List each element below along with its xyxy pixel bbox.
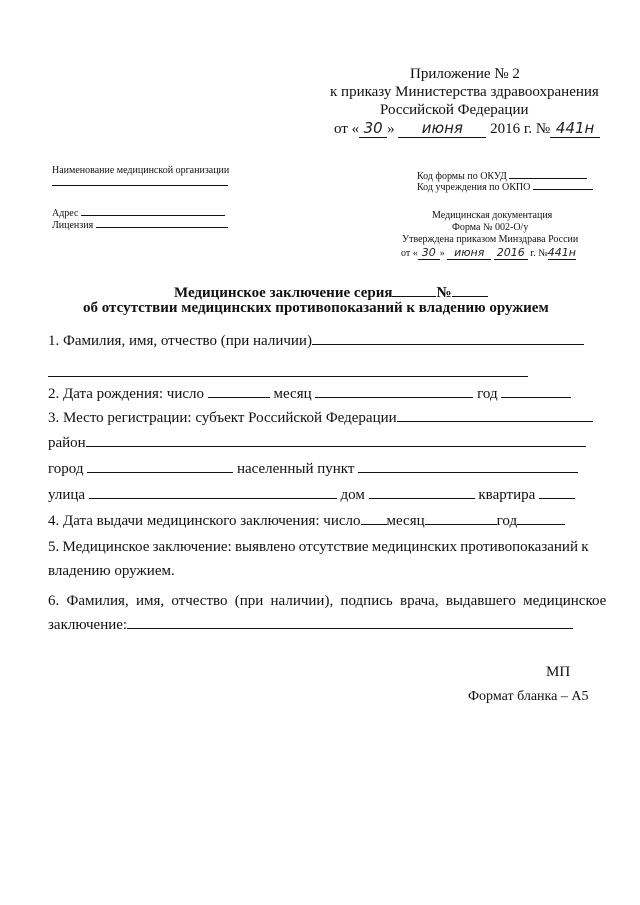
series-field[interactable] bbox=[392, 284, 436, 297]
field-3-row bbox=[48, 409, 593, 427]
city-label: город bbox=[48, 461, 84, 477]
org-name-line[interactable] bbox=[52, 184, 228, 186]
okud-label: Код формы по ОКУД bbox=[417, 171, 507, 182]
handwritten-day: 30 bbox=[359, 119, 387, 138]
apartment-field[interactable] bbox=[539, 486, 575, 499]
doctor-conclusion-label: заключение: bbox=[48, 617, 128, 633]
okpo-label: Код учреждения по ОКПО bbox=[417, 182, 531, 193]
approval-handwritten-number: 441н bbox=[547, 246, 576, 259]
form-format-label: Формат бланка – А5 bbox=[468, 689, 589, 704]
number-field[interactable] bbox=[452, 284, 488, 297]
field-1-row bbox=[48, 332, 584, 350]
form-number-label: Форма № 002-О/у bbox=[452, 222, 529, 233]
appendix-date-line bbox=[334, 119, 600, 138]
federation-subject-field[interactable] bbox=[397, 409, 593, 422]
issue-year-field[interactable] bbox=[517, 512, 565, 525]
birth-month-field[interactable] bbox=[315, 385, 473, 398]
full-name-field-continued[interactable] bbox=[48, 375, 528, 377]
district-row bbox=[48, 434, 586, 452]
date-prefix: от « bbox=[334, 121, 360, 137]
approval-date-prefix: от « bbox=[401, 248, 418, 259]
approval-handwritten-day: 30 bbox=[418, 246, 440, 260]
doc-type-label: Медицинская документация bbox=[432, 210, 553, 221]
approval-handwritten-year: 2016 bbox=[494, 246, 528, 260]
address-label: Адрес bbox=[52, 208, 79, 219]
okpo-row bbox=[417, 180, 593, 193]
issue-day-field[interactable] bbox=[361, 512, 387, 525]
birth-year-field[interactable] bbox=[501, 385, 571, 398]
birth-month-label: месяц bbox=[273, 386, 312, 402]
apartment-label: квартира bbox=[478, 487, 536, 503]
street-label: улица bbox=[48, 487, 86, 503]
issue-year-label: год bbox=[496, 513, 518, 529]
settlement-label: населенный пункт bbox=[236, 461, 355, 477]
approval-number-prefix: г. № bbox=[530, 248, 548, 259]
street-field[interactable] bbox=[89, 486, 337, 499]
issue-month-label: месяц bbox=[386, 513, 425, 529]
conclusion-line-2: владению оружием. bbox=[48, 563, 175, 579]
appendix-title: Приложение № 2 bbox=[410, 66, 520, 82]
birth-date-label: 2. Дата рождения: число bbox=[48, 386, 205, 402]
org-name-label: Наименование медицинской организации bbox=[52, 165, 230, 176]
registration-label: 3. Место регистрации: субъект Российской Федерации bbox=[48, 410, 397, 426]
approval-date-line bbox=[401, 246, 576, 260]
heading-title: Медицинское заключение серия bbox=[174, 285, 393, 301]
issue-month-field[interactable] bbox=[425, 512, 497, 525]
birth-day-field[interactable] bbox=[208, 385, 270, 398]
field-4-row bbox=[48, 512, 565, 530]
issue-date-label: 4. Дата выдачи медицинского заключения: число bbox=[48, 513, 361, 529]
approved-by-label: Утверждена приказом Минздрава России bbox=[402, 234, 579, 245]
license-label: Лицензия bbox=[52, 220, 94, 231]
doctor-line-2-row bbox=[48, 616, 573, 634]
district-label: район bbox=[48, 435, 86, 451]
conclusion-line-1: 5. Медицинское заключение: выявлено отсутствие медицинских противопоказаний к bbox=[48, 539, 589, 555]
doctor-line-1: 6. Фамилия, имя, отчество (при наличии), подпись врача, выдавшего медицинское bbox=[48, 593, 607, 609]
approval-handwritten-month: июня bbox=[447, 246, 491, 260]
city-field[interactable] bbox=[87, 460, 233, 473]
district-field[interactable] bbox=[86, 434, 586, 447]
okud-line[interactable] bbox=[509, 169, 587, 179]
approval-date-separator: » bbox=[439, 248, 445, 259]
order-year: 2016 г. № bbox=[490, 121, 551, 137]
city-row bbox=[48, 460, 578, 478]
address-line[interactable] bbox=[81, 206, 225, 216]
field-2-row bbox=[48, 385, 571, 403]
license-row bbox=[52, 218, 228, 231]
settlement-field[interactable] bbox=[358, 460, 578, 473]
handwritten-month: июня bbox=[398, 119, 486, 138]
okpo-line[interactable] bbox=[533, 180, 593, 190]
stamp-label: МП bbox=[546, 664, 571, 680]
appendix-federation-line: Российской Федерации bbox=[380, 102, 529, 118]
doctor-signature-field[interactable] bbox=[127, 616, 573, 629]
full-name-field[interactable] bbox=[312, 332, 584, 345]
birth-year-label: год bbox=[477, 386, 498, 402]
heading-line-2: об отсутствии медицинских противопоказаний к владению оружием bbox=[83, 300, 549, 316]
house-label: дом bbox=[340, 487, 365, 503]
house-field[interactable] bbox=[369, 486, 475, 499]
license-line[interactable] bbox=[96, 218, 228, 228]
heading-number-sign: № bbox=[436, 285, 452, 301]
handwritten-order-number: 441н bbox=[550, 119, 600, 138]
full-name-label: 1. Фамилия, имя, отчество (при наличии) bbox=[48, 333, 312, 349]
date-separator: » bbox=[387, 121, 395, 137]
appendix-order-line: к приказу Министерства здравоохранения bbox=[330, 84, 599, 100]
street-row bbox=[48, 486, 575, 504]
